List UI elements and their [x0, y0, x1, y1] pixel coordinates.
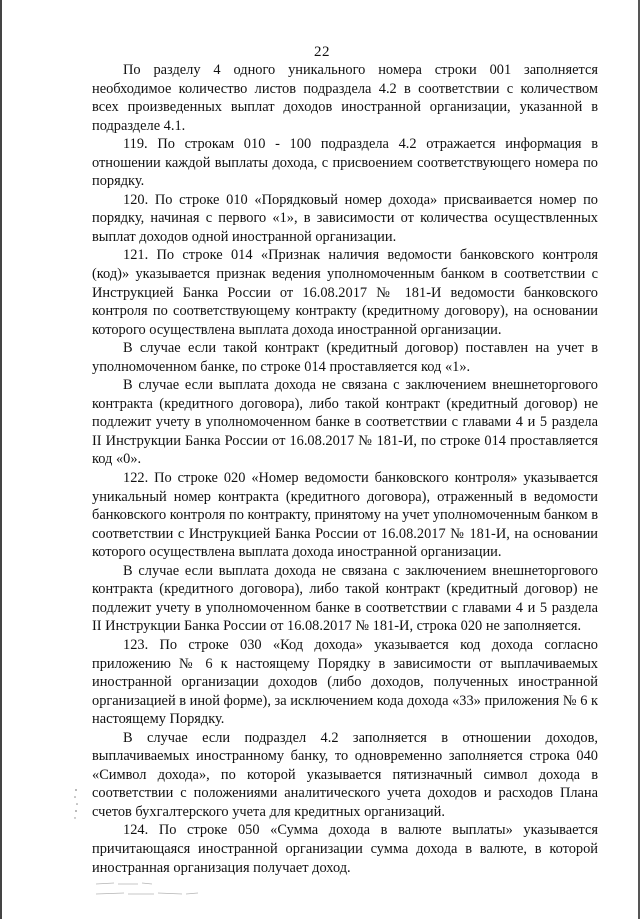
- paragraph-122-case-not-related: В случае если выплата дохода не связана с заключением внешнеторгового контракта (кредитного договора), либо такой контракт (кредитный договор) не подлежит учету в уполномоченном банке в соответствии с главами 4 и 5 раздела II Инструкции Банка России от 16.08.2017 № 181-И, строка 020 не заполняется.: [92, 562, 598, 635]
- paragraph-121-case-not-related: В случае если выплата дохода не связана с заключением внешнеторгового контракта (кредитного договора), либо такой контракт (кредитный договор) не подлежит учету в уполномоченном банке в соответствии с главами 4 и 5 раздела II Инструкции Банка России от 16.08.2017 № 181-И, по строке 014 проставляется код «0».: [92, 377, 598, 468]
- paragraph-121-case-registered: В случае если такой контракт (кредитный договор) поставлен на учет в уполномоченном банке, по строке 014 проставляется код «1».: [92, 340, 598, 375]
- paragraph-121: 121. По строке 014 «Признак наличия ведомости банковского контроля (код)» указывается признак ведения уполномоченным банком в соответствии с Инструкцией Банка России от 16.08.2017 № 181-И ведомости банковского контроля по соответствующему контракту (кредитному договору), на основании которого осуществлена выплата дохода иностранной организации.: [92, 247, 598, 338]
- paragraph-123-bank-case: В случае если подраздел 4.2 заполняется в отношении доходов, выплачиваемых иностранному банку, то одновременно заполняется строка 040 «Символ дохода», по которой указывается пятизначный символ дохода в соответствии с положениями аналитического учета доходов и расходов Плана счетов бухгалтерского учета для кредитных организаций.: [92, 729, 598, 820]
- paragraph-124: 124. По строке 050 «Сумма дохода в валюте выплаты» указывается причитающаяся иностранной организации сумма дохода в валюте, в которой иностранная организация получает доход.: [92, 822, 598, 876]
- margin-dots-icon: [72, 786, 80, 826]
- scan-margin-mark: [72, 786, 80, 828]
- paragraph-122: 122. По строке 020 «Номер ведомости банковского контроля» указывается уникальный номер контракта (кредитного договора), отраженный в ведомости банковского контроля по контракту, принятому на учет уполномоченным банком в соответствии с Инструкцией Банка России от 16.08.2017 № 181-И, на основании которого осуществлена выплата дохода иностранной организации.: [92, 470, 598, 561]
- paragraph-119: 119. По строкам 010 - 100 подраздела 4.2 отражается информация в отношении каждой выплаты дохода, с присвоением соответствующего номера по порядку.: [92, 136, 598, 190]
- paragraph-120: 120. По строке 010 «Порядковый номер дохода» присваивается номер по порядку, начиная с первого «1», в зависимости от количества осуществленных выплат доходов одной иностранной организации.: [92, 191, 598, 245]
- footer-scan-stamp: [94, 878, 244, 900]
- page-number: 22: [314, 44, 330, 60]
- paragraph-section-4-intro: По разделу 4 одного уникального номера строки 001 заполняется необходимое количество листов подраздела 4.2 в соответствии с количеством всех произведенных выплат доходов иностранной организации, указанной в подразделе 4.1.: [92, 62, 598, 134]
- document-body: [92, 61, 598, 877]
- paragraph-123: 123. По строке 030 «Код дохода» указывается код дохода согласно приложению № 6 к настоящему Порядку в зависимости от выплачиваемых иностранной организации доходов (либо доходов, полученных иностранной организацией в иной форме), за исключением кода дохода «33» приложения № 6 к настоящему Порядку.: [92, 636, 598, 728]
